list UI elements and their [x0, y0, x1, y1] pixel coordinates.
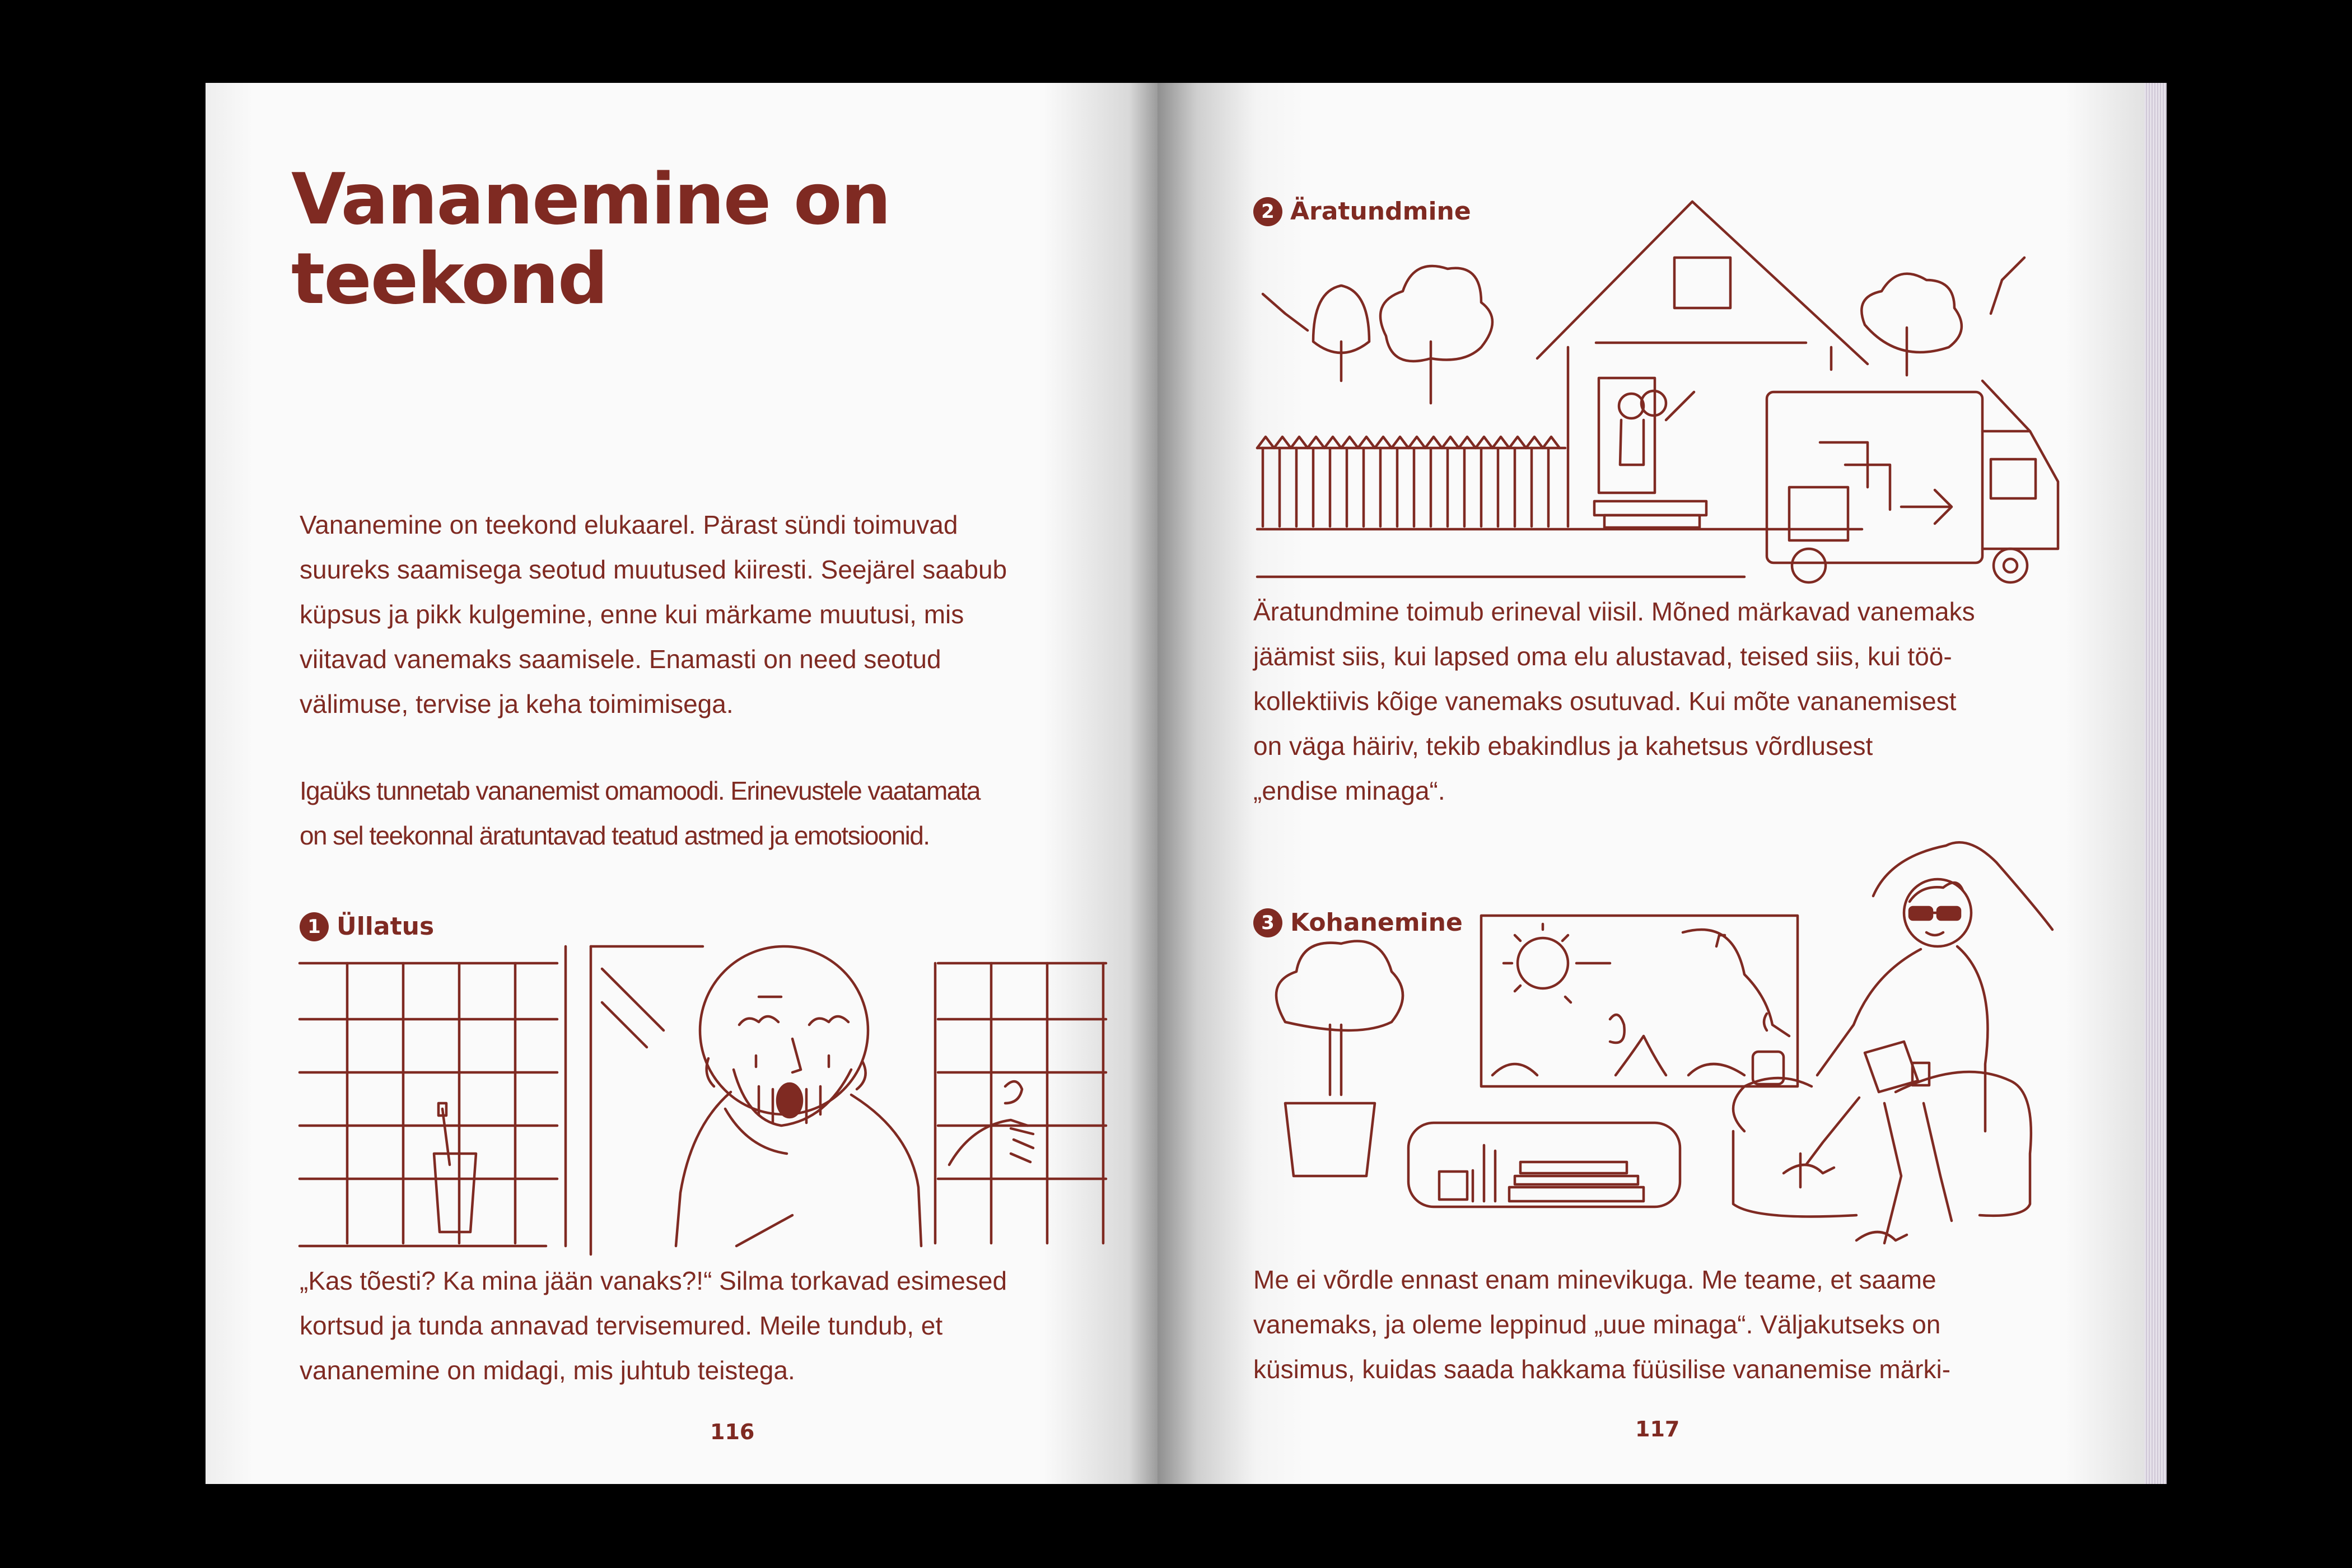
text-line: viitavad vanemaks saamisele. Enamasti on need seotud [300, 645, 941, 674]
house-moving-illustration [1252, 196, 2069, 588]
number-badge: 3 [1253, 908, 1282, 937]
page-title [291, 160, 890, 319]
text-line: „endise minaga“. [1253, 776, 1445, 805]
text-line: Äratundmine toimub erineval viisil. Mõned märkavad vanemaks [1253, 597, 1975, 626]
mirror-frame [591, 946, 703, 1254]
text-line: küpsus ja pikk kulgemine, enne kui märkame muutusi, mis [300, 600, 964, 629]
text-line: Me ei võrdle ennast enam minevikuga. Me teame, et saame [1253, 1265, 1936, 1294]
text-line: kollektiivis kõige vanemaks osutuvad. Kui mõte vananemisest [1253, 687, 1957, 716]
fence [1257, 437, 1862, 577]
section2-text [1253, 589, 1975, 813]
text-line: küsimus, kuidas saada hakkama füüsilise vananemise märki- [1253, 1355, 1951, 1384]
text-line: välimuse, tervise ja keha toimimisega. [300, 689, 734, 718]
moving-truck [1767, 381, 2058, 582]
section3-text [1253, 1257, 1950, 1392]
section1-text [300, 1258, 1007, 1393]
number-badge: 1 [300, 912, 329, 941]
text-line: vananemine on midagi, mis juhtub teistega. [300, 1356, 795, 1385]
page-number-left: 116 [710, 1420, 755, 1444]
title-line: teekond [291, 237, 608, 320]
bookshelf [1408, 1123, 1680, 1207]
coffee-cup [1753, 1014, 1784, 1084]
text-line: Vananemine on teekond elukaarel. Pärast sündi toimuvad [300, 510, 958, 539]
text-line: on sel teekonnal äratuntavad teatud astmed ja emotsioonid. [300, 821, 930, 850]
text-line: jäämist siis, kui lapsed oma elu alustavad, teised siis, kui töö- [1253, 642, 1952, 671]
second-paragraph [300, 768, 980, 858]
text-line: suureks saamisega seotud muutused kiiresti. Seejärel saabub [300, 555, 1007, 584]
toothbrush-glass [434, 1103, 476, 1232]
bald-man [676, 946, 921, 1246]
window-scene [1481, 916, 1798, 1086]
text-line: vanemaks, ja oleme leppinud „uue minaga“. Väljakutseks on [1253, 1310, 1941, 1339]
surprised-man-illustration [300, 941, 1112, 1254]
people-in-door [1619, 391, 1694, 465]
text-line: on väga häiriv, tekib ebakindlus ja kahetsus võrdlusest [1253, 731, 1873, 760]
title-line: Vananemine on [291, 158, 890, 240]
section-title: Äratundmine [1290, 197, 1471, 226]
number-badge: 2 [1253, 197, 1282, 226]
section-title: Üllatus [337, 912, 435, 941]
text-line: Igaüks tunnetab vananemist omamoodi. Erinevustele vaatamata [300, 776, 980, 805]
section-title: Kohanemine [1290, 908, 1463, 937]
text-line: „Kas tõesti? Ka mina jään vanaks?!“ Silma torkavad esimesed [300, 1266, 1007, 1295]
page-edges [2144, 83, 2167, 1484]
relaxing-woman-illustration [1252, 840, 2058, 1266]
intro-paragraph [300, 502, 1007, 726]
bathroom-tiles-left [300, 946, 566, 1246]
text-line: kortsud ja tunda annavad tervisemured. Meile tundub, et [300, 1311, 943, 1340]
section-heading-ullatus [300, 910, 434, 944]
trees [1263, 258, 2024, 403]
bathroom-tiles-right [935, 963, 1106, 1243]
house [1537, 202, 1868, 528]
woman-armchair [1733, 842, 2052, 1243]
page-number-right: 117 [1635, 1417, 1680, 1441]
plant [1276, 941, 1403, 1176]
